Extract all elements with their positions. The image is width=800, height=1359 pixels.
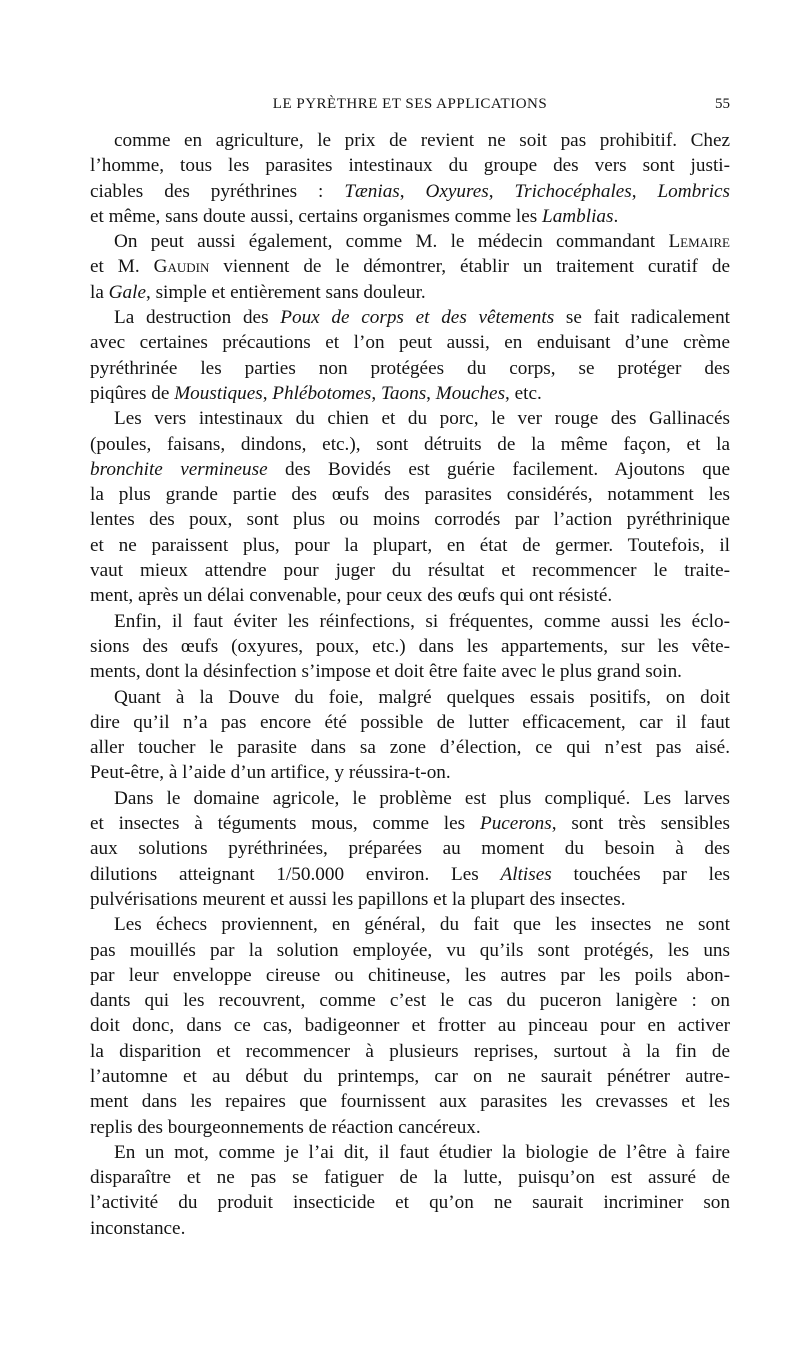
text-segment: et M.	[90, 256, 154, 278]
italic-term: Altises	[500, 863, 552, 885]
text-segment: Quant à la Douve du foie, malgré quelques essais positifs, on doit	[114, 686, 730, 708]
text-segment: comme en agriculture, le prix de revient ne soit pas prohibitif. Chez	[114, 130, 730, 151]
text-line	[90, 685, 730, 710]
text-line	[90, 507, 730, 532]
text-line	[90, 229, 730, 254]
text-line	[90, 710, 730, 735]
text-line	[90, 887, 730, 912]
text-segment: Dans le domaine agricole, le problème est plus compliqué. Les larves	[114, 787, 730, 809]
text-line	[90, 179, 730, 204]
italic-term: bronchite vermineuse	[90, 458, 268, 480]
text-segment: Les vers intestinaux du chien et du porc, le ver rouge des Gallinacés	[114, 408, 730, 430]
text-segment: pyréthrinée les parties non protégées du corps, se protéger des	[90, 357, 730, 379]
text-segment: la plus grande partie des œufs des parasites considérés, notamment les	[90, 484, 730, 506]
text-line	[90, 634, 730, 659]
text-segment: (poules, faisans, dindons, etc.), sont détruits de la même façon, et la	[90, 433, 730, 455]
text-segment: En un mot, comme je l’ai dit, il faut étudier la biologie de l’être à faire	[114, 1141, 730, 1163]
italic-term: Moustiques	[174, 382, 263, 404]
paragraph	[90, 229, 730, 305]
text-line	[90, 912, 730, 937]
author-name: Lemaire	[668, 231, 730, 253]
text-line	[90, 406, 730, 431]
text-segment: Les échecs proviennent, en général, du fait que les insectes ne sont	[114, 914, 730, 936]
text-line	[90, 1039, 730, 1064]
text-segment: , sont très sensibles	[551, 813, 730, 835]
paragraph	[90, 685, 730, 786]
italic-term: Taons	[381, 382, 427, 404]
text-segment: ,	[426, 382, 436, 404]
text-line	[90, 153, 730, 178]
text-segment: la	[90, 281, 109, 303]
text-segment: par leur enveloppe cireuse ou chitineuse, les autres par les poils abon-	[90, 964, 730, 986]
text-segment: piqûres de	[90, 382, 175, 404]
text-line	[90, 330, 730, 355]
page-header	[90, 96, 730, 126]
text-line	[90, 558, 730, 583]
text-segment: et insectes à téguments mous, comme les	[90, 813, 480, 835]
italic-term: Oxyures	[425, 180, 489, 202]
text-line	[90, 280, 730, 305]
text-line	[90, 381, 730, 406]
text-segment: se fait radicalement	[554, 307, 730, 329]
text-segment: aux solutions pyréthrinées, préparées au moment du besoin à des	[90, 838, 730, 860]
text-line	[90, 1216, 730, 1241]
page-number: 55	[715, 96, 730, 112]
text-segment: dire qu’il n’a pas encore été possible de lutter efficacement, car il faut	[90, 711, 730, 733]
paragraph	[90, 912, 730, 1140]
text-segment: ments, dont la désinfection s’impose et doit être faite avec le plus grand soin.	[90, 661, 682, 683]
text-segment: avec certaines précautions et l’on peut aussi, en enduisant d’une crème	[90, 332, 730, 354]
italic-term: Trichocéphales	[514, 180, 632, 202]
text-line	[90, 938, 730, 963]
text-segment: l’activité du produit insecticide et qu’on ne saurait incriminer son	[90, 1192, 730, 1214]
text-segment: , etc.	[505, 382, 542, 404]
text-segment: et ne paraissent plus, pour la plupart, en état de germer. Toutefois, il	[90, 534, 730, 556]
text-line	[90, 1165, 730, 1190]
text-segment: .	[613, 205, 619, 227]
running-title: LE PYRÈTHRE ET SES APPLICATIONS	[272, 96, 548, 112]
text-line	[90, 786, 730, 811]
text-line	[90, 760, 730, 785]
text-segment: viennent de le démontrer, établir un traitement curatif de	[209, 256, 730, 278]
text-line	[90, 482, 730, 507]
text-segment: , simple et entièrement sans douleur.	[145, 281, 426, 303]
text-line	[90, 1115, 730, 1140]
text-segment: touchées par les	[551, 863, 730, 885]
text-segment: ,	[262, 382, 273, 404]
text-line	[90, 1089, 730, 1114]
text-line	[90, 356, 730, 381]
text-segment: doit donc, dans ce cas, badigeonner et frotter au pinceau pour en activer	[90, 1015, 730, 1037]
paragraph	[90, 406, 730, 608]
italic-term: Poux de corps et des vêtements	[280, 307, 555, 329]
body-text	[90, 128, 730, 1241]
text-segment: pas mouillés par la solution employée, vu qu’ils sont protégés, les uns	[90, 939, 730, 961]
text-segment: ,	[371, 382, 381, 404]
text-line	[90, 204, 730, 229]
text-line	[90, 963, 730, 988]
text-line	[90, 128, 730, 153]
text-segment: ,	[399, 180, 426, 202]
text-segment: et même, sans doute aussi, certains organismes comme les	[90, 205, 543, 227]
text-line	[90, 862, 730, 887]
text-segment: lentes des poux, sont plus ou moins corrodés par l’action pyréthrinique	[90, 509, 730, 531]
text-line	[90, 735, 730, 760]
italic-term: Gale	[108, 281, 146, 303]
text-line	[90, 305, 730, 330]
text-segment: l’homme, tous les parasites intestinaux du groupe des vers sont justi-	[90, 155, 730, 177]
text-segment: vaut mieux attendre pour juger du résultat et recommencer le traite-	[90, 560, 730, 582]
text-segment: Enfin, il faut éviter les réinfections, si fréquentes, comme aussi les éclo-	[114, 610, 730, 632]
text-line	[90, 811, 730, 836]
text-segment: ciables des pyréthrines :	[90, 180, 345, 202]
paragraph	[90, 1140, 730, 1241]
italic-term: Lombrics	[657, 180, 731, 202]
text-segment: replis des bourgeonnements de réaction cancéreux.	[90, 1116, 481, 1138]
italic-term: Mouches	[435, 382, 506, 404]
text-segment: inconstance.	[90, 1217, 186, 1239]
italic-term: Phlébotomes	[272, 382, 372, 404]
text-line	[90, 988, 730, 1013]
text-line	[90, 533, 730, 558]
text-segment: Peut-être, à l’aide d’un artifice, y réussira-t-on.	[90, 762, 451, 784]
text-line	[90, 1140, 730, 1165]
text-segment: la disparition et recommencer à plusieurs reprises, surtout à la fin de	[90, 1040, 730, 1062]
text-line	[90, 457, 730, 482]
text-line	[90, 1064, 730, 1089]
text-segment: ment dans les repaires que fournissent aux parasites les crevasses et les	[90, 1091, 730, 1113]
text-line	[90, 1190, 730, 1215]
italic-term: Pucerons	[479, 813, 552, 835]
author-name: Gaudin	[153, 256, 210, 278]
italic-term: Lamblias	[542, 205, 614, 227]
text-line	[90, 1013, 730, 1038]
text-segment: dilutions atteignant 1/50.000 environ. Les	[90, 863, 501, 885]
text-line	[90, 583, 730, 608]
paragraph	[90, 609, 730, 685]
text-segment: pulvérisations meurent et aussi les papillons et la plupart des insectes.	[90, 888, 626, 910]
paragraph	[90, 786, 730, 912]
text-segment: sions des œufs (oxyures, poux, etc.) dans les appartements, sur les vête-	[90, 635, 730, 657]
text-line	[90, 609, 730, 634]
text-segment: disparaître et ne pas se fatiguer de la lutte, puisqu’on est assuré de	[90, 1167, 730, 1189]
text-segment: des Bovidés est guérie facilement. Ajoutons que	[267, 458, 731, 480]
text-segment: dants qui les recouvrent, comme c’est le cas du puceron lanigère : on	[90, 990, 730, 1012]
text-segment: l’automne et au début du printemps, car on ne saurait pénétrer autre-	[90, 1065, 730, 1087]
text-segment: La destruction des	[114, 307, 281, 329]
paragraph	[90, 305, 730, 406]
text-segment: ,	[488, 180, 515, 202]
text-line	[90, 836, 730, 861]
text-line	[90, 432, 730, 457]
text-segment: ,	[631, 180, 658, 202]
paragraph	[90, 128, 730, 229]
text-line	[90, 659, 730, 684]
italic-term: Tænias	[344, 180, 400, 202]
text-segment: ment, après un délai convenable, pour ceux des œufs qui ont résisté.	[90, 585, 613, 607]
text-segment: aller toucher le parasite dans sa zone d’élection, ce qui n’est pas aisé.	[90, 737, 730, 759]
text-line	[90, 254, 730, 279]
text-segment: On peut aussi également, comme M. le médecin commandant	[114, 231, 669, 253]
